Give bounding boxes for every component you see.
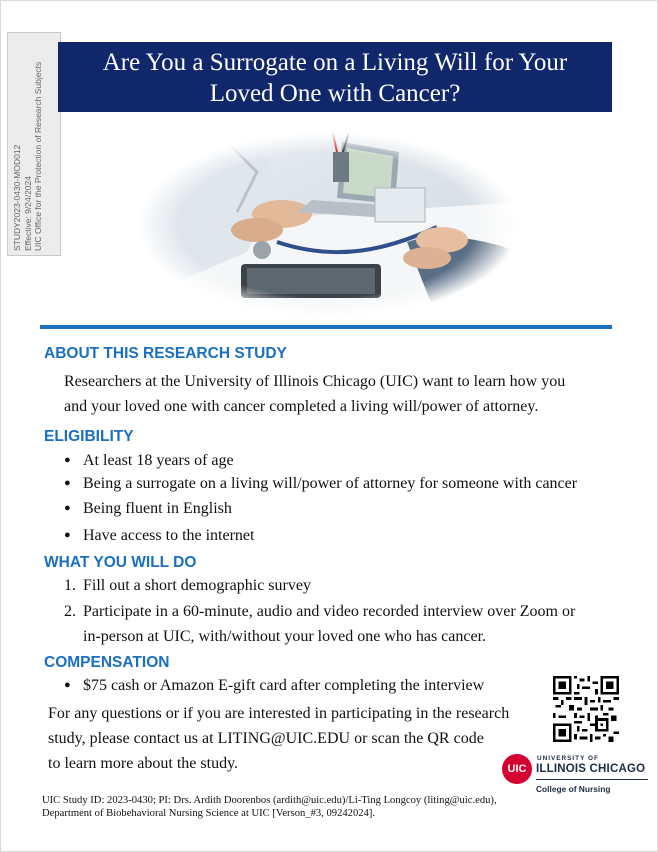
contact-line-2: study, please contact us at LITING@UIC.EDU or scan the QR code	[48, 730, 484, 747]
irb-office: UIC Office for the Protection of Research Subjects	[33, 61, 43, 251]
uic-badge: UIC	[502, 754, 532, 784]
irb-approval-stamp	[7, 32, 61, 256]
eligibility-item-text: Being fluent in English	[83, 500, 232, 517]
qr-code[interactable]	[553, 676, 619, 742]
about-text	[64, 369, 565, 419]
eligibility-item-text: Being a surrogate on a living will/power of attorney for someone with cancer	[83, 475, 578, 492]
eligibility-item-text: Have access to the internet	[83, 527, 255, 544]
about-heading: ABOUT THIS RESEARCH STUDY	[44, 345, 287, 362]
section-divider	[40, 325, 612, 329]
irb-effective-date: Effective: 9/24/2024	[22, 176, 33, 251]
logo-divider	[536, 779, 648, 780]
eligibility-item: ● Being fluent in English	[64, 500, 232, 517]
task-item	[64, 599, 575, 649]
eligibility-item: ● At least 18 years of age	[64, 452, 234, 469]
title-line-2: Loved One with Cancer?	[209, 80, 461, 107]
task-text: Fill out a short demographic survey	[83, 577, 311, 594]
irb-study-number: STUDY2023-0430-MOD012	[12, 144, 22, 251]
uic-college-of-nursing-logo	[502, 753, 652, 797]
logo-illinois-chicago: ILLINOIS CHICAGO	[536, 763, 646, 775]
logo-college-of-nursing: College of Nursing	[536, 784, 611, 794]
eligibility-item-text: At least 18 years of age	[83, 452, 234, 469]
footer-line-2: Department of Biobehavioral Nursing Science at UIC [Verson_#3, 09242024].	[42, 808, 376, 819]
about-line-1: Researchers at the University of Illinois Chicago (UIC) want to learn how you	[64, 373, 566, 390]
task-number: 1.	[64, 577, 76, 594]
doctor-patient-photo	[137, 132, 519, 318]
compensation-item: ● $75 cash or Amazon E-gift card after completing the interview	[64, 677, 485, 694]
eligibility-item: ● Being a surrogate on a living will/power of attorney for someone with cancer	[64, 475, 578, 492]
compensation-text: $75 cash or Amazon E-gift card after completing the interview	[83, 677, 485, 694]
compensation-heading: COMPENSATION	[44, 654, 170, 671]
contact-text	[48, 701, 509, 776]
logo-university-of: UNIVERSITY OF	[537, 755, 599, 762]
task-text: Participate in a 60-minute, audio and video recorded interview over Zoom or	[83, 603, 576, 620]
contact-line-3: to learn more about the study.	[48, 755, 239, 772]
footer-line-1: UIC Study ID: 2023-0430; PI: Drs. Ardith Doorenbos (ardith@uic.edu)/Li-Ting Longcoy (liting@uic.edu),	[42, 795, 497, 806]
task-text-continued: in-person at UIC, with/without your loved one who has cancer.	[83, 628, 487, 645]
contact-line-1: For any questions or if you are interested in participating in the research	[48, 705, 510, 722]
what-you-will-do-heading: WHAT YOU WILL DO	[44, 554, 197, 571]
task-number: 2.	[64, 603, 76, 620]
about-line-2: and your loved one with cancer completed a living will/power of attorney.	[64, 398, 539, 415]
flyer-title	[58, 42, 612, 112]
eligibility-heading: ELIGIBILITY	[44, 428, 134, 445]
eligibility-item: ● Have access to the internet	[64, 527, 255, 544]
title-line-1: Are You a Surrogate on a Living Will for Your	[102, 49, 568, 76]
footer-study-info	[42, 794, 497, 820]
task-item	[64, 573, 311, 598]
